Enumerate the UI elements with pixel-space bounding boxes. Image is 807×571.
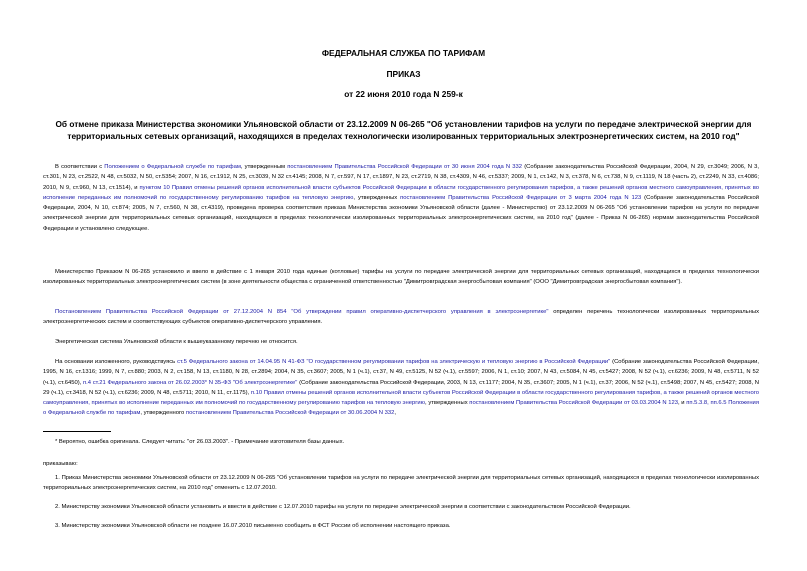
rules-point-10-link-2[interactable]: п.10 Правил отмены решений органов исполнительной власти субъектов Российской Федерации в области государственного регулирования тарифов, а также решений органов местного самоуправления, принятых во исполнение переданных им полномочий по государственному регулированию тарифов на тепловую энергию xyxy=(43,389,759,407)
footnote xyxy=(43,437,759,447)
fts-regulation-link[interactable]: Положением о Федеральной службе по тарифам xyxy=(104,164,241,170)
p5-text-6: , утвержденного xyxy=(140,410,186,417)
paragraph-energy-system xyxy=(43,337,759,347)
paragraph-findings xyxy=(43,267,759,288)
government-decree-123-link[interactable]: постановлением Правительства Российской Федерации от 3 марта 2004 года N 123 xyxy=(400,194,642,201)
p5-text-3: (Собрание законодательства Российской Федерации, 2003, N 13, ст.1177; 2004, N 35, ст.3607; 2005, N 1 (ч.1), ст.37; 2006, N 52 (ч.1), ст.5498; 2007, N 45, ст.5427; 2008, N 29 (ч.1), ст.3418, N 52 (ч.1), ст.6236; 2009, N 48, ст.5711; 2010, N 11, ст.1175), xyxy=(43,379,760,396)
order-item-3 xyxy=(43,521,759,531)
paragraph-grounds xyxy=(43,357,759,419)
document-title: Об отмене приказа Министерства экономики Ульяновской области от 23.12.2009 N 06-265 "Об установлении тарифов на услуги по передаче электрической энергии для территориальных сетевых организаций, находящихся в пределах технологически изолированных территориальных электроэнергетических систем, на 2010 год" xyxy=(55,119,752,142)
paragraph-basis xyxy=(43,162,759,234)
rules-point-10-link[interactable]: пунктом 10 Правил отмены решений органов исполнительной власти субъектов Российской Федерации в области государственного регулирования тарифов, а также решений органов местного самоуправления, принятых во исполнение переданных им полномочий по государственному регулированию тарифов на тепловую энергию xyxy=(43,184,759,201)
footnote-text: * Вероятно, ошибка оригинала. Следует читать: "от 26.03.2003". - Примечание изготовителя базы данных. xyxy=(55,439,345,445)
p1-text-2: , утвержденным xyxy=(240,164,288,170)
p2-text: Министерство Приказом N 06-265 установило и ввело в действие с 1 января 2010 года единые (котловые) тарифы на услуги по передаче электрической энергии для территориальных сетевых организаций, находящихся в пределах технологически изолированных территориальных электроэнергетических систем (в зоне деятельности общества с ограниченной ответственностью "Димитровградская энергосбытовая компания" (ООО "Димитровградская энергосбытовая компания"). xyxy=(43,269,759,286)
order-item-1-text: 1. Приказ Министерства экономики Ульяновской области от 23.12.2009 N 06-265 "Об установлении тарифов на услуги по передаче электрической энергии для территориальных сетевых организаций, находящихся в пределах технологически изолированных территориальных электроэнергетических систем, на 2010 год" отменить с 12.07.2010. xyxy=(43,475,759,492)
p1-text-3: (Собрание законодательства Российской Федерации, 2004, N 29, ст.3049; 2006, N 3, ст.301, N 23, ст.2522, N 48, ст.5032, N 50, ст.5354; 2007, N 16, ст.1912, N 25, ст.3039, N 32 ст.4145; 2008, N 7, ст.597, N 17, ст.1897, N 23, ст.2719, N 38, ст.4309, N 46, ст.5337; 2009, N 1, ст.142, N 3, ст.378, N 6, ст.738, N 9, ст.1119, N 18 (часть 2), ст.2249, N 33, ст.4086; 2010, N 9, ст.960, N 13, ст.1514), и xyxy=(43,164,759,191)
paragraph-decree-854 xyxy=(43,307,759,328)
order-item-3-text: 3. Министерству экономики Ульяновской области не позднее 16.07.2010 письменно сообщить в ФСТ России об исполнении настоящего приказа. xyxy=(55,523,451,529)
footnote-divider xyxy=(43,431,111,432)
agency-heading: ФЕДЕРАЛЬНАЯ СЛУЖБА ПО ТАРИФАМ xyxy=(321,48,486,58)
government-decree-332-link-2[interactable]: постановлением Правительства Российской Федерации от 30.06.2004 N 332 xyxy=(185,410,395,417)
date-line: от 22 июня 2010 года N 259-к xyxy=(344,89,463,99)
p1-text-4: , утвержденных xyxy=(353,194,401,201)
p1-text-1: В соответствии с xyxy=(55,164,105,170)
government-decree-332-link[interactable]: постановлением Правительства Российской Федерации от 30 июня 2004 года N 332 xyxy=(287,164,523,170)
fts-regulation-points-link[interactable]: пп.5.3.8, пп.6.5 Положения о Федеральной службе по тарифам xyxy=(43,400,759,417)
p5-text-4: , утвержденных xyxy=(425,400,470,407)
federal-law-41-link[interactable]: ст.5 Федерального закона от 14.04.95 N 41-ФЗ "О государственном регулировании тарифов на электрическую и тепловую энергию в Российской Федерации" xyxy=(177,359,611,365)
government-decree-123-link-2[interactable]: постановлением Правительства Российской Федерации от 03.03.2004 N 123 xyxy=(469,400,678,407)
p1-text-5: (Собрание законодательства Российской Федерации, 2004, N 10, ст.874; 2005, N 7, ст.560, N 38, ст.4319), проведена проверка соответствия приказа Министерства экономики Ульяновской области (далее - Министерство) от 23.12.2009 N 06-265 "Об установлении тарифов на услуги по передаче электрической энергии для территориальных сетевых организаций, находящихся в пределах технологически изолированных территориальных электроэнергетических систем, на 2010 год" (далее - Приказ N 06-265) нормам законодательства Российской Федерации и установлено следующее. xyxy=(43,194,759,232)
government-decree-854-link[interactable]: Постановлением Правительства Российской Федерации от 27.12.2004 N 854 "Об утверждении правил оперативно-диспетчерского управления в электроэнергетике" xyxy=(55,309,549,315)
p5-text-5: , и xyxy=(678,400,687,407)
order-word: приказываю: xyxy=(43,461,78,467)
p3-text: определен перечень технологически изолированных территориальных электроэнергетических систем и соответствующих субъектов оперативно-диспетчерского управления. xyxy=(43,309,759,326)
doc-type-heading: ПРИКАЗ xyxy=(386,69,421,79)
federal-law-35-link[interactable]: п.4 ст.21 Федерального закона от 26.02.2003* N 35-ФЗ "Об электроэнергетике" xyxy=(82,379,298,386)
order-item-1 xyxy=(43,473,759,494)
order-item-2 xyxy=(43,502,759,512)
p4-text: Энергетическая система Ульяновской области к вышеуказанному перечню не относится. xyxy=(55,339,298,345)
order-item-2-text: 2. Министерству экономики Ульяновской области установить и ввести в действие с 12.07.2010 тарифы на услуги по передаче электрической энергии в соответствии с законодательством Российской Федерации. xyxy=(55,504,631,510)
p5-text-7: , xyxy=(394,410,396,417)
p5-text-1: На основании изложенного, руководствуясь xyxy=(55,359,178,365)
p5-text-2: (Собрание законодательства Российской Федерации, 1995, N 16, ст.1316; 1999, N 7, ст.880; 2003, N 2, ст.158, N 13, ст.1180, N 28, ст.2894; 2004, N 35, ст.3607; 2005, N 1 (ч.1), ст.37, N 49, ст.5125, N 52 (ч.1), ст.5597; 2006, N 1, ст.10; 2007, N 43, ст.5084, N 45, ст.5427; 2008, N 52 (ч.1), ст.6236; 2009, N 48, ст.5711, N 52 (ч.1), ст.6450), xyxy=(43,359,760,386)
